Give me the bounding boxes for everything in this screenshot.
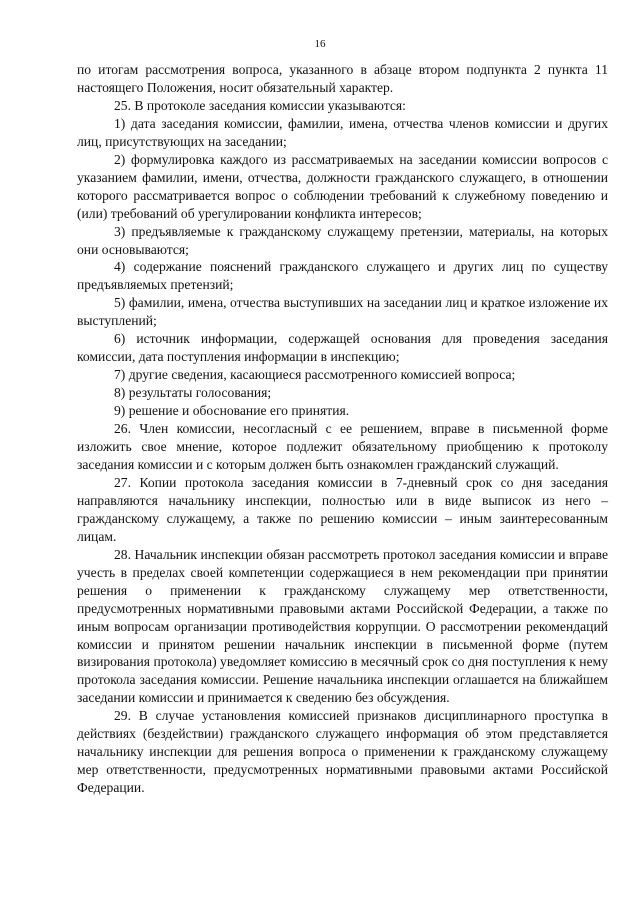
paragraph-subitem-2: 2) формулировка каждого из рассматриваемых на заседании комиссии вопросов с указанием фамилии, имени, отчества, должности гражданского служащего, в отношении которого рассматривается вопрос о соблюдении требований к служебному поведению и (или) требований об урегулировании конфликта интересов;: [77, 151, 608, 221]
paragraph-subitem-5: 5) фамилии, имена, отчества выступивших на заседании лиц и краткое изложение их выступлений;: [77, 295, 608, 329]
paragraph-item-26: 26. Член комиссии, несогласный с ее решением, вправе в письменной форме изложить свое мнение, которое подлежит обязательному приобщению к протоколу заседания комиссии и с которым должен быть ознакомлен гражданский служащий.: [77, 421, 608, 472]
paragraph-subitem-3: 3) предъявляемые к гражданскому служащему претензии, материалы, на которых они основываются;: [77, 223, 608, 257]
page-number: 16: [314, 38, 326, 50]
paragraph-subitem-8: 8) результаты голосования;: [114, 385, 272, 401]
paragraph-subitem-1: 1) дата заседания комиссии, фамилии, имена, отчества членов комиссии и других лиц, присутствующих на заседании;: [77, 115, 608, 149]
paragraph-item-25: 25. В протоколе заседания комиссии указываются:: [114, 97, 406, 113]
paragraph-subitem-7: 7) другие сведения, касающиеся рассмотренного комиссией вопроса;: [114, 367, 516, 383]
paragraph-subitem-9: 9) решение и обоснование его принятия.: [114, 403, 350, 419]
document-body: [77, 61, 608, 797]
paragraph-subitem-6: 6) источник информации, содержащей основания для проведения заседания комиссии, дата поступления информации в инспекцию;: [77, 331, 608, 365]
paragraph-item-27: 27. Копии протокола заседания комиссии в 7-дневный срок со дня заседания направляются начальнику инспекции, полностью или в виде выписок из него – гражданскому служащему, а также по решению комиссии – иным заинтересованным лицам.: [77, 474, 608, 544]
paragraph-item-28: 28. Начальник инспекции обязан рассмотреть протокол заседания комиссии и вправе учесть в пределах своей компетенции содержащиеся в нем рекомендации при принятии решения о применении к гражданскому служащему мер ответственности, предусмотренных нормативными правовыми актами Российской Федерации, а также по иным вопросам организации противодействия коррупции. О рассмотрении рекомендаций комиссии и принятом решении начальник инспекции в письменной форме (путем визирования протокола) уведомляет комиссию в месячный срок со дня поступления к нему протокола заседания комиссии. Решение начальника инспекции оглашается на ближайшем заседании комиссии и принимается к сведению без обсуждения.: [77, 546, 608, 706]
paragraph-item-29: 29. В случае установления комиссией признаков дисциплинарного проступка в действиях (бездействии) гражданского служащего информация об этом представляется начальнику инспекции для решения вопроса о применении к гражданскому служащему мер ответственности, предусмотренных нормативными правовыми актами Российской Федерации.: [77, 708, 608, 796]
paragraph-continuation: по итогам рассмотрения вопроса, указанного в абзаце втором подпункта 2 пункта 11 настоящего Положения, носит обязательный характер.: [77, 62, 608, 95]
paragraph-subitem-4: 4) содержание пояснений гражданского служащего и других лиц по существу предъявляемых претензий;: [77, 259, 608, 293]
